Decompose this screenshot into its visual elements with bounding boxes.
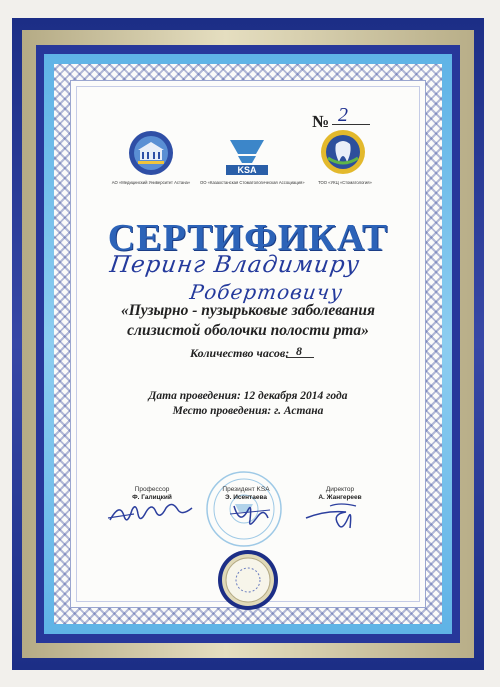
recipient-name-line2: Робертовичу <box>188 280 345 304</box>
course-title-line1: «Пузырно - пузырьковые заболевания <box>121 302 375 319</box>
signatory-name-1: Ф. Галицкий <box>132 494 172 501</box>
org-caption-ksa: ОО «Казахстанская Стоматологическая Ассоциация» <box>200 180 305 185</box>
signatory-role-1: Профессор <box>134 486 170 493</box>
signature-2-icon <box>226 498 276 530</box>
signature-3-icon <box>300 498 380 534</box>
event-place: Место проведения: г. Астана <box>172 405 324 417</box>
ksa-logo-text: KSA <box>237 165 257 175</box>
hours-value: 8 <box>296 344 302 358</box>
org-caption-training-center: ТОО «УКЦ «Стоматология» <box>318 180 372 185</box>
training-center-logo-icon <box>318 128 368 176</box>
signatory-name-2: Э. Исентаева <box>224 494 267 501</box>
bottom-medallion-ornament <box>216 548 280 612</box>
course-title-line2: слизистой оболочки полости рта» <box>127 322 369 339</box>
signatory-role-2: Президент KSA <box>222 486 270 493</box>
signatory-role-3: Директор <box>325 486 355 493</box>
certificate-title: СЕРТИФИКАТ <box>107 217 389 259</box>
org-caption-university: АО «Медицинский Университет Астана» <box>111 180 191 185</box>
university-logo-icon <box>128 130 174 176</box>
signature-1-icon <box>104 500 200 530</box>
event-date: Дата проведения: 12 декабря 2014 года <box>148 390 348 402</box>
number-value: 2 <box>338 104 348 126</box>
recipient-name-line1: Перинг Владимиру <box>108 252 362 278</box>
signatory-name-3: А. Жангереев <box>318 494 362 501</box>
ksa-logo-icon <box>222 138 272 176</box>
hours-label: Количество часов: <box>190 346 290 360</box>
number-label: № <box>312 112 330 131</box>
